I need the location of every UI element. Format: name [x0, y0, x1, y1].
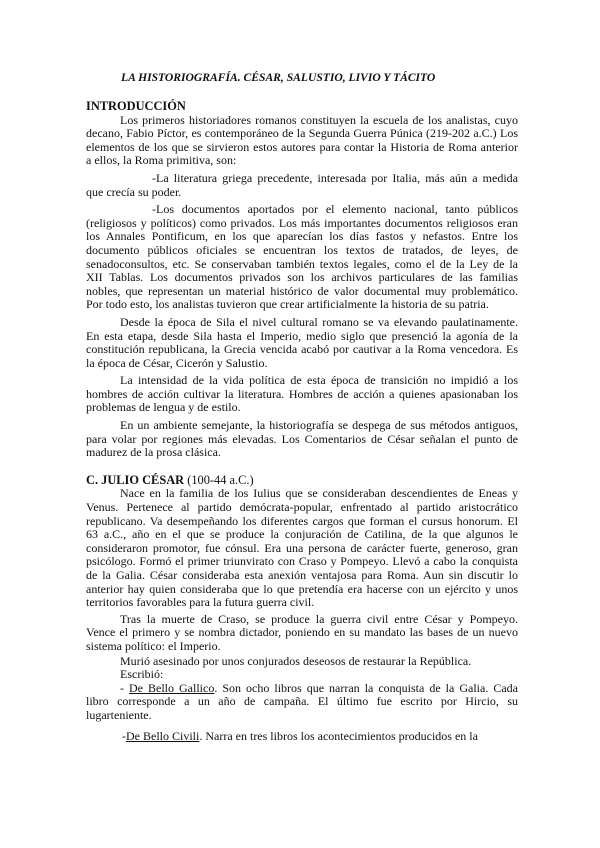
- text-line: XII Tablas. Los documentos privados son los archivos particulares de las familias: [86, 270, 518, 285]
- text-line: Escribió:: [120, 667, 164, 682]
- text-segment: -: [120, 680, 130, 695]
- paragraph: [86, 655, 518, 669]
- caesar-body: [86, 487, 518, 743]
- paragraph: [86, 682, 518, 723]
- text-line: Desde la época de Sila el nivel cultural romano se va elevando paulatinamente.: [120, 314, 518, 329]
- text-line: sistema político: el Imperio.: [86, 638, 221, 653]
- text-line: anterior hay quien consideraba que lo que pretendía era hacerse con un ejército y unos: [86, 581, 518, 596]
- text-line: constitución republicana, la Grecia vencida acabó por cautivar a la Roma vencedora. Es: [86, 342, 518, 357]
- text-line: territorios favorables para la futura guerra civil.: [86, 595, 315, 610]
- heading-dates: (100-44 a.C.): [184, 472, 254, 487]
- text-line: libro corresponde a un año de campaña. El último fue escrito por Hircio, su: [86, 694, 518, 709]
- text-line: [86, 682, 518, 696]
- text-segment: . Narra en tres libros los acontecimientos producidos en la: [199, 728, 478, 743]
- text-line: 63 a.C., año en el que se produce la conjuración de Catilina, de la que algunos le: [86, 527, 518, 542]
- text-line: elementos de los que se sirvieron estos autores para contar la Historia de Roma anterior: [86, 139, 518, 154]
- section-heading-introduccion: INTRODUCCIÓN: [86, 99, 186, 113]
- text-line: lugarteniente.: [86, 707, 152, 722]
- text-line: En un ambiente semejante, la historiografía se despega de sus métodos antiguos,: [120, 418, 518, 433]
- work-title: De Bello Gallico: [129, 680, 215, 695]
- text-line: republicano. Va desempeñando los diferentes cargos que forman el cursus honorum. El: [86, 513, 518, 528]
- text-line: En esta etapa, desde Sila hasta el Imperio, medio siglo que presenció la agonía de la: [86, 328, 518, 343]
- paragraph: [86, 487, 518, 609]
- text-line: [86, 730, 518, 744]
- text-line: decano, Fabio Píctor, es contemporáneo de la Segunda Guerra Púnica (219-202 a.C.) Los: [86, 126, 518, 141]
- paragraph: [86, 172, 518, 199]
- text-line: Tras la muerte de Craso, se produce la guerra civil entre César y Pompeyo.: [120, 611, 518, 626]
- text-segment: -: [122, 728, 126, 743]
- text-line: Los primeros historiadores romanos constituyen la escuela de los analistas, cuyo: [120, 112, 518, 127]
- text-line: Murió asesinado por unos conjurados deseosos de restaurar la República.: [120, 653, 472, 668]
- text-line: psicólogo. Formó el primer triunvirato con Craso y Pompeyo. Llevó a cabo la conquista: [86, 554, 518, 569]
- text-line: los Annales Pontificum, en los que aparecían los días fastos y nefastos. Entre los: [86, 229, 518, 244]
- text-line: senadoconsultos, etc. Se conservaban también textos legales, como el de la Ley de la: [86, 256, 518, 271]
- text-line: la época de César, Cicerón y Salustio.: [86, 355, 268, 370]
- text-line: documento públicos oficiales se encuentran los textos de tratados, de leyes, de: [86, 242, 518, 257]
- text-line: -La literatura griega precedente, interesada por Italia, más aún a medida: [152, 170, 518, 185]
- document-title: LA HISTORIOGRAFÍA. CÉSAR, SALUSTIO, LIVIO Y TÁCITO: [121, 71, 436, 84]
- text-line: -Los documentos aportados por el elemento nacional, tanto públicos: [152, 202, 518, 217]
- text-line: Nace en la familia de los Iulius que se consideraban descendientes de Eneas y: [120, 486, 518, 501]
- work-title: De Bello Civili: [126, 728, 200, 743]
- paragraph: [86, 419, 518, 460]
- paragraph: [86, 730, 518, 744]
- text-segment: . Son ocho libros que narran la conquista de la Galia. Cada: [214, 680, 519, 695]
- section-heading-julio-cesar: [86, 474, 518, 488]
- text-line: madurez de la prosa clásica.: [86, 445, 221, 460]
- paragraph: [86, 203, 518, 312]
- text-line: hombres de acción cultivar la literatura. Hombres de acción a quienes apasionaban los: [86, 386, 518, 401]
- text-line: Venus. Pertenece al partido demócrata-popular, enfrentado al partido aristocrático: [86, 500, 518, 515]
- text-line: consideraron promotor, fue cónsul. Era una persona de carácter fuerte, generoso, gran: [86, 540, 518, 555]
- text-line: nobles, que representan un material histórico de valor documental muy problemático.: [86, 283, 518, 298]
- text-line: para volar por regiones más elevadas. Los Comentarios de César señalan el punto de: [86, 431, 518, 446]
- paragraph: [86, 613, 518, 654]
- paragraph: [86, 374, 518, 415]
- paragraph: [86, 668, 518, 682]
- text-line: que crecía su poder.: [86, 184, 182, 199]
- text-line: Vence el primero y se nombra dictador, poniendo en su mandato las bases de un nuevo: [86, 625, 518, 640]
- text-line: problemas de lengua y de estilo.: [86, 400, 241, 415]
- intro-body: [86, 114, 518, 460]
- text-line: (religiosos y políticos) como privados. Los más importantes documentos religiosos eran: [86, 215, 518, 230]
- paragraph: [86, 114, 518, 168]
- heading-name: C. JULIO CÉSAR: [86, 472, 185, 487]
- text-line: La intensidad de la vida política de esta época de transición no impidió a los: [120, 373, 518, 388]
- paragraph: [86, 316, 518, 370]
- text-line: Por todo esto, los analistas tuvieron que crear artificialmente la historia de su patria.: [86, 297, 489, 312]
- text-line: de la Galia. César consideraba esta anexión ventajosa para Roma. Aun sin discutir lo: [86, 568, 518, 582]
- text-line: a ellos, la Roma primitiva, son:: [86, 153, 237, 168]
- document-page: [86, 71, 518, 743]
